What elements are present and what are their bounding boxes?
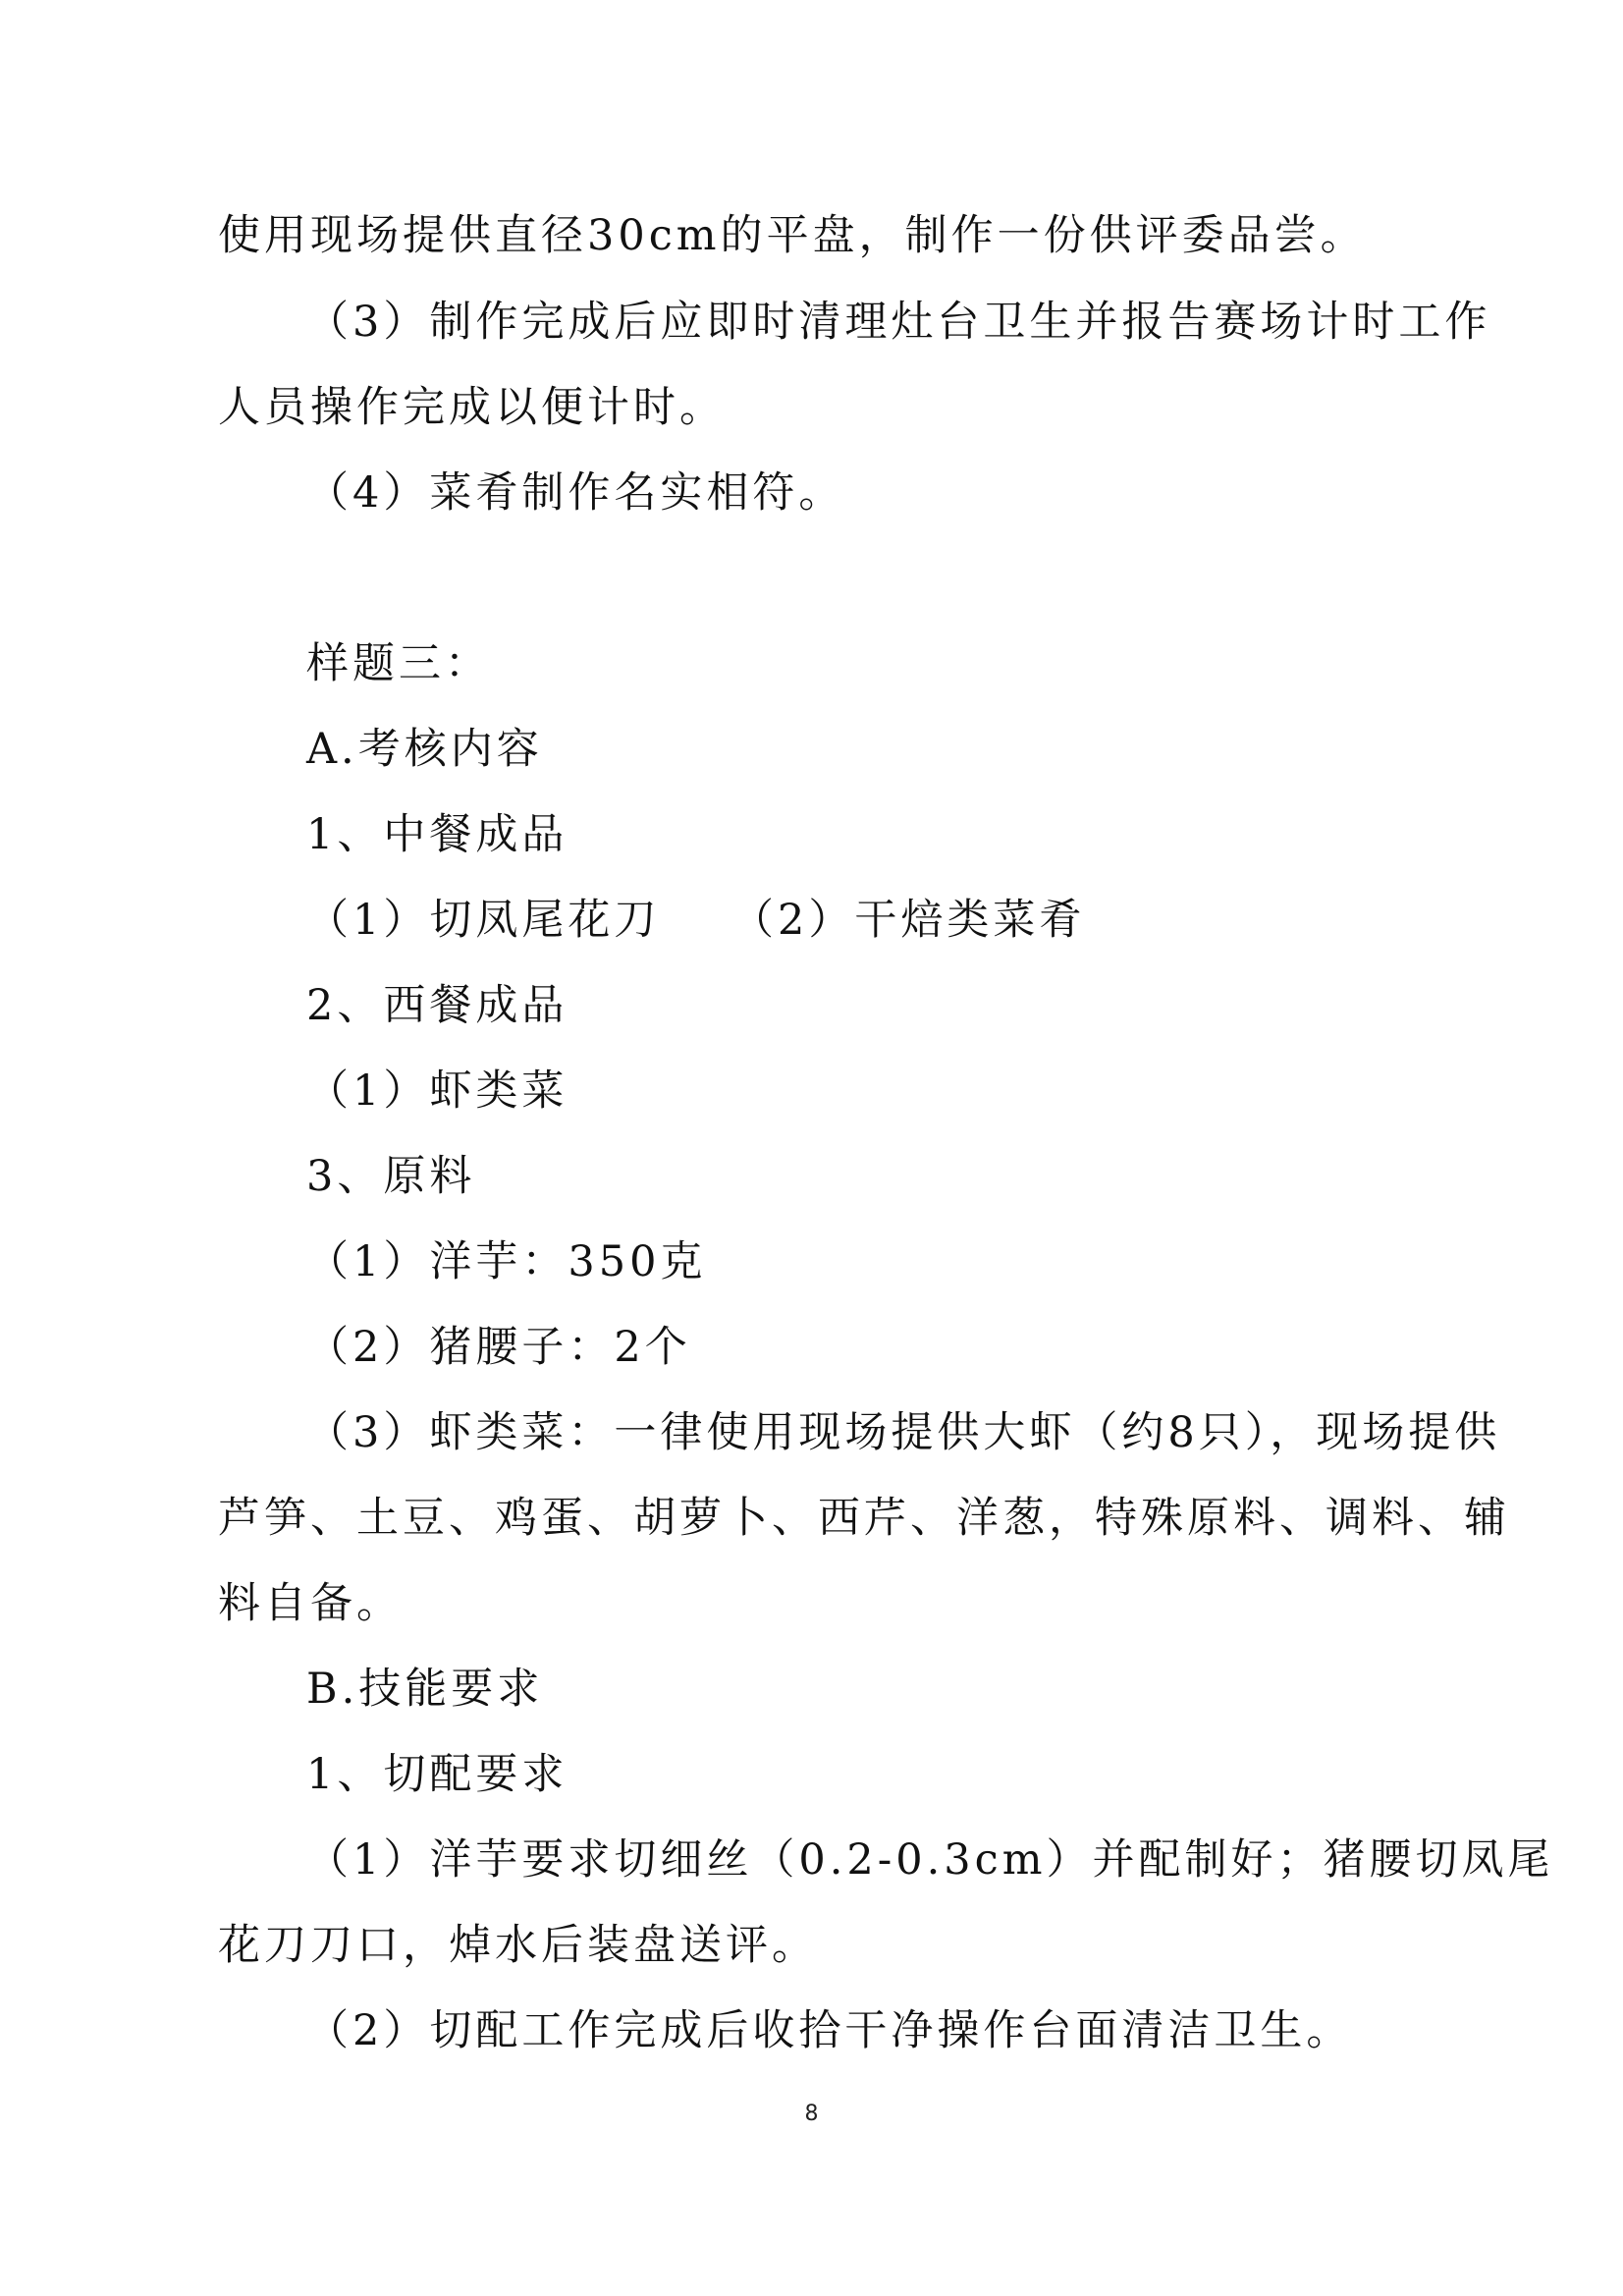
subsection-heading: A.考核内容 <box>306 725 543 774</box>
text-line: （4）菜肴制作名实相符。 <box>306 468 845 518</box>
text-line: （1）虾类菜 <box>306 1066 568 1116</box>
text-line: （1）切凤尾花刀 <box>306 896 661 945</box>
text-line: 料自备。 <box>218 1579 403 1628</box>
text-line: （3）制作完成后应即时清理灶台卫生并报告赛场计时工作 <box>306 298 1491 347</box>
text-line: （2）切配工作完成后收拾干净操作台面清洁卫生。 <box>306 2006 1353 2055</box>
item-heading: 2、西餐成品 <box>306 981 568 1030</box>
item-heading: 3、原料 <box>306 1152 476 1201</box>
text-line: （3）虾类菜：一律使用现场提供大虾（约8只），现场提供 <box>306 1408 1501 1457</box>
text-line: （2）猪腰子：2个 <box>306 1323 691 1372</box>
text-line: 人员操作完成以便计时。 <box>218 383 726 432</box>
text-line: （1）洋芋要求切细丝（0.2-0.3cm）并配制好；猪腰切凤尾 <box>306 1835 1554 1885</box>
section-heading: 样题三： <box>306 639 491 688</box>
page-number: 8 <box>804 2102 819 2126</box>
text-line: 使用现场提供直径30cm的平盘，制作一份供评委品尝。 <box>218 211 1367 260</box>
text-line: （1）洋芋：350克 <box>306 1237 707 1286</box>
text-line: 芦笋、土豆、鸡蛋、胡萝卜、西芹、洋葱，特殊原料、调料、辅 <box>218 1494 1510 1543</box>
text-line: （2）干焙类菜肴 <box>731 896 1086 945</box>
subsection-heading: B.技能要求 <box>306 1665 544 1714</box>
item-heading: 1、中餐成品 <box>306 810 568 859</box>
text-line: 花刀刀口，焯水后装盘送评。 <box>218 1921 818 1970</box>
item-heading: 1、切配要求 <box>306 1750 568 1799</box>
